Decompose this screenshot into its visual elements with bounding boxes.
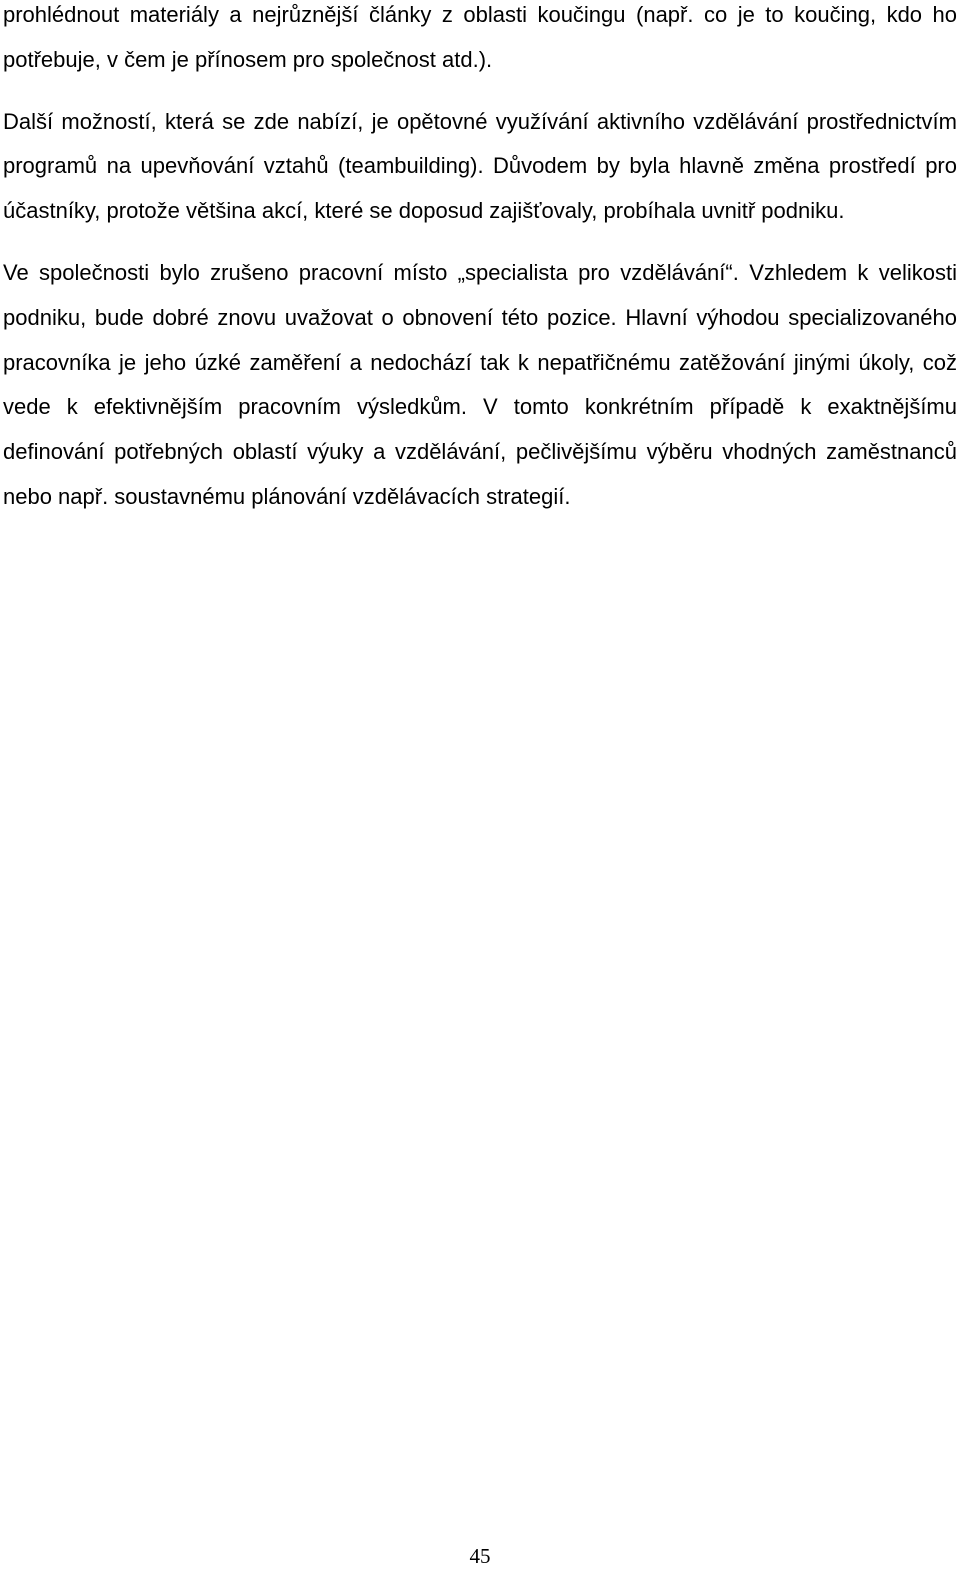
paragraph-teambuilding: Další možností, která se zde nabízí, je opětovné využívání aktivního vzdělávání prostřednictvím programů na upevňování vztahů (teambuilding). Důvodem by byla hlavně změna prostředí pro účastníky, protože většina akcí, které se doposud zajišťovaly, probíhala uvnitř podniku. [3,108,957,224]
document-body [3,0,957,520]
page-number: 45 [469,1544,491,1568]
paragraph-education-specialist: Ve společnosti bylo zrušeno pracovní místo „specialista pro vzdělávání“. Vzhledem k velikosti podniku, bude dobré znovu uvažovat o obnovení této pozice. Hlavní výhodou specializovaného pracovníka je jeho úzké zaměření a nedochází tak k nepatřičnému zatěžování jinými úkoly, což vede k efektivnějším pracovním výsledkům. V tomto konkrétním případě k exaktnějšímu definování potřebných oblastí výuky a vzdělávání, pečlivějšímu výběru vhodných zaměstnanců nebo např. soustavnému plánování vzdělávacích strategií. [3,259,957,509]
paragraph-continuation: prohlédnout materiály a nejrůznější články z oblasti koučingu (např. co je to koučing, kdo ho potřebuje, v čem je přínosem pro společnost atd.). [3,2,957,72]
